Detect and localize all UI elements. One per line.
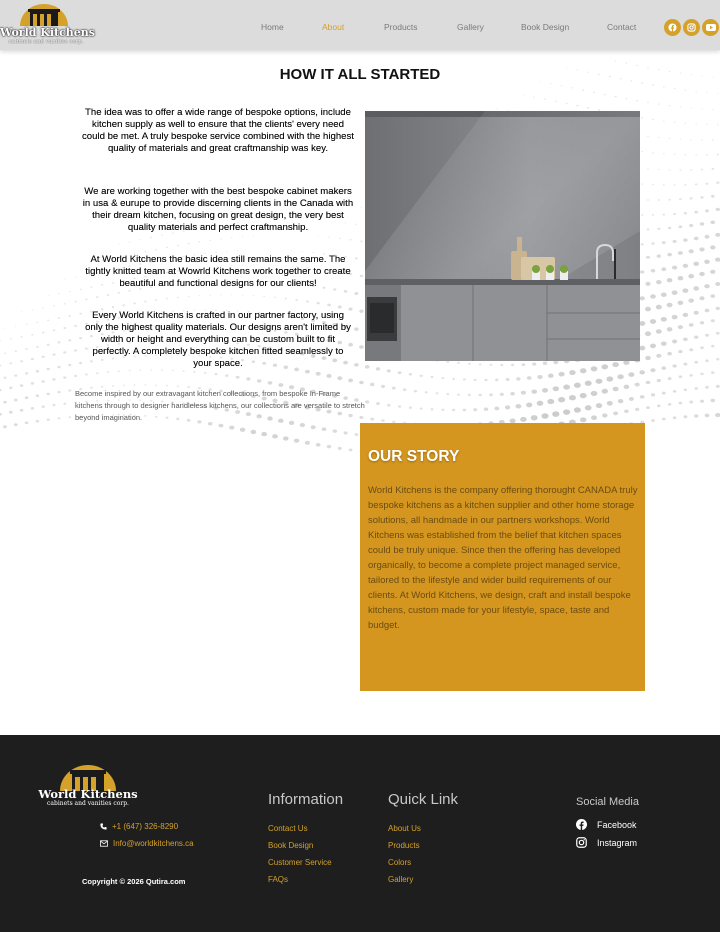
intro-paragraph-3: At World Kitchens the basic idea still remains the same. The tightly knitted team at Wowrld Kitchens work together to create beautiful and functional designs for our clients!	[85, 254, 351, 289]
footer-link-about-us[interactable]: About Us	[388, 824, 421, 833]
footer-link-contact-us[interactable]: Contact Us	[268, 824, 308, 833]
instagram-label: Instagram	[597, 837, 638, 848]
phone-number: +1 (647) 326-8290	[112, 822, 179, 831]
intro-paragraph-2: We are working together with the best bespoke cabinet makers in usa & eurupe to provide discerning clients in the Canada with their dream kitchen, focusing on great design, the very best quality materials and perfect craftmanship.	[82, 186, 354, 233]
facebook-icon[interactable]	[664, 19, 681, 36]
youtube-icon[interactable]	[702, 19, 719, 36]
nav-products[interactable]: Products	[384, 22, 418, 32]
our-story-text: World Kitchens is the company offering thorought CANADA truly bespoke kitchens as a kitchen supplier and other home storage solutions, all handmade in our partners workshops. World Kitchens was established from the belief that kitchen spaces could be truly unique. Since then the offering has developed organically, to become a complete project managed service, tailored to the lifestyle and wider build requirements of our clients. At World Kitchens, we design, craft and install bespoke kitchens, custom made for your lifestyle, space, taste and budget.	[368, 485, 638, 631]
social-media-title: Social Media	[576, 796, 639, 808]
footer-phone[interactable]	[100, 822, 178, 831]
our-story-title: OUR STORY	[368, 448, 460, 465]
instagram-icon[interactable]	[683, 19, 700, 36]
facebook-label: Facebook	[597, 819, 637, 830]
footer-link-gallery[interactable]: Gallery	[388, 875, 414, 884]
brand-name: World Kitchens	[0, 26, 95, 39]
site-footer	[0, 735, 720, 932]
footer-email[interactable]	[100, 839, 194, 848]
copyright-text: Copyright © 2026 Qutira.com	[82, 877, 186, 886]
nav-home[interactable]: Home	[261, 22, 284, 32]
footer-brand-tagline: cabinets and vanities corp.	[47, 800, 129, 807]
footer-link-book-design[interactable]: Book Design	[268, 841, 314, 850]
nav-about[interactable]: About	[322, 22, 345, 32]
site-header	[0, 0, 720, 50]
nav-book-design[interactable]: Book Design	[521, 22, 570, 32]
footer-link-products[interactable]: Products	[388, 841, 420, 850]
footer-logo[interactable]	[38, 761, 138, 809]
page-title: HOW IT ALL STARTED	[279, 66, 441, 83]
footer-brand-name: World Kitchens	[38, 787, 138, 801]
collections-note: Become inspired by our extravagant kitchen collections, from bespoke In-Frame kitchens through to designer handleless kitchens, our collections are versatile to stretch beyond imagination.	[75, 389, 365, 422]
facebook-icon	[576, 819, 587, 830]
intro-paragraph-1: The idea was to offer a wide range of bespoke options, include kitchen supply as well to ensure that the clients' every need could be met. A truly bespoke service combined with the highest quality of materials and great craftmanship was key.	[82, 107, 354, 154]
information-title: Information	[268, 791, 344, 808]
footer-link-colors[interactable]: Colors	[388, 858, 412, 867]
intro-paragraph-4: Every World Kitchens is crafted in our partner factory, using only the highest quality materials. Our designs aren't limited by width or height and everything can be custom built to fit perfectly. A completely bespoke kitchen fitted seamlessly to your space.	[85, 310, 351, 369]
nav-contact[interactable]: Contact	[607, 22, 637, 32]
footer-link-customer-service[interactable]: Customer Service	[268, 858, 332, 867]
footer-link-faqs[interactable]: FAQs	[268, 875, 289, 884]
instagram-icon	[576, 837, 587, 848]
footer-social-facebook[interactable]	[576, 819, 637, 830]
nav-gallery[interactable]: Gallery	[457, 22, 484, 32]
kitchen-photo	[365, 111, 640, 361]
brand-tagline: cabinets and vanities corp.	[8, 39, 84, 45]
footer-social-instagram[interactable]	[576, 837, 637, 848]
phone-icon	[100, 823, 107, 830]
our-story-section	[360, 423, 645, 691]
main-nav	[0, 0, 720, 50]
mail-icon	[100, 840, 108, 847]
quick-link-title: Quick Link	[388, 791, 459, 808]
email-address: Info@worldkitchens.ca	[113, 839, 194, 848]
